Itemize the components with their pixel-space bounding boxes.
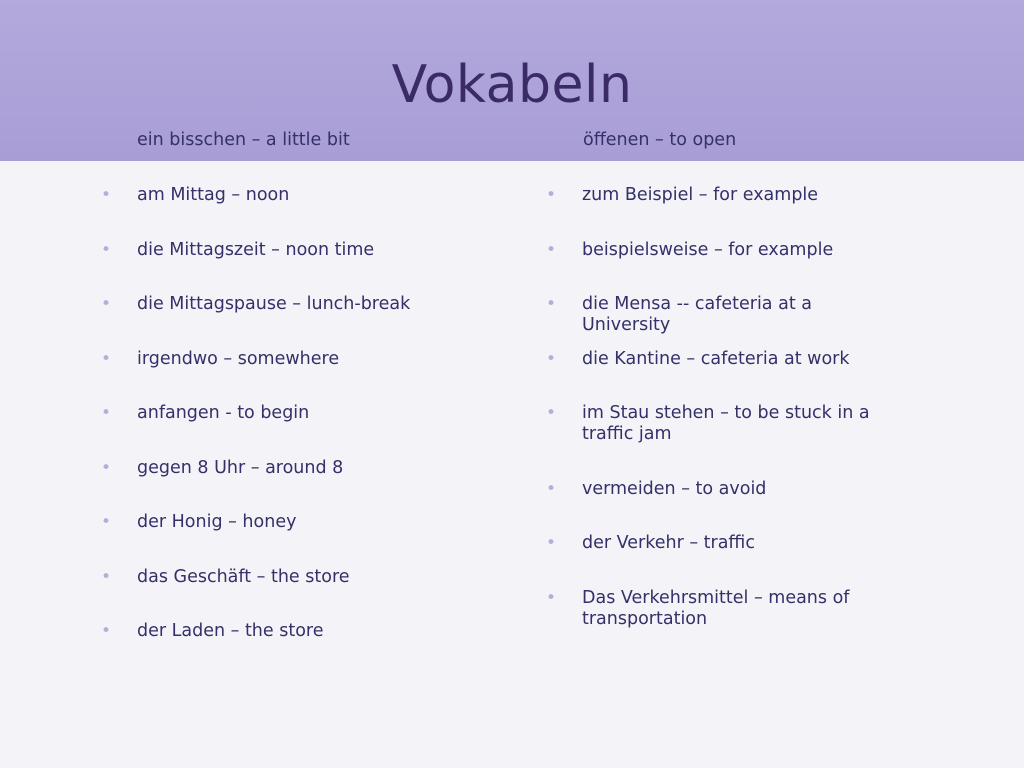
vocab-text: irgendwo – somewhere: [137, 349, 340, 369]
vocab-text: der Laden – the store: [137, 621, 324, 641]
vocab-list-left: [100, 0, 520, 768]
bullet-icon: •: [101, 403, 112, 423]
vocab-text: gegen 8 Uhr – around 8: [137, 458, 344, 478]
bullet-icon: •: [101, 185, 112, 205]
bullet-icon: •: [546, 240, 557, 260]
bullet-icon: •: [101, 294, 112, 314]
vocab-text: die Mittagszeit – noon time: [137, 240, 375, 260]
vocab-text: der Verkehr – traffic: [582, 533, 755, 553]
vocab-text: vermeiden – to avoid: [582, 479, 767, 499]
vocab-text: zum Beispiel – for example: [582, 185, 819, 205]
vocab-item: [100, 185, 520, 206]
vocab-text: die Kantine – cafeteria at work: [582, 349, 850, 369]
vocab-text: der Honig – honey: [137, 512, 297, 532]
vocab-item: [100, 567, 520, 588]
vocab-item: [545, 349, 905, 370]
vocab-item: [545, 479, 905, 500]
bullet-icon: •: [101, 621, 112, 641]
vocab-list-right: [545, 0, 905, 768]
vocab-text: am Mittag – noon: [137, 185, 290, 205]
subhead-right: öffenen – to open: [583, 130, 737, 150]
bullet-icon: •: [546, 403, 557, 423]
bullet-icon: •: [546, 185, 557, 205]
vocab-item: [545, 588, 905, 630]
vocab-item: [100, 294, 520, 315]
vocab-item: [100, 403, 520, 424]
bullet-icon: •: [101, 240, 112, 260]
vocab-text: die Mensa -- cafeteria at a University: [582, 294, 812, 335]
bullet-icon: •: [101, 458, 112, 478]
vocab-item: [100, 458, 520, 479]
vocab-text: das Geschäft – the store: [137, 567, 350, 587]
vocab-item: [100, 512, 520, 533]
vocab-text: beispielsweise – for example: [582, 240, 834, 260]
vocab-text: Das Verkehrsmittel – means of transportation: [582, 588, 850, 629]
subhead-left: ein bisschen – a little bit: [137, 130, 350, 150]
bullet-icon: •: [101, 349, 112, 369]
bullet-icon: •: [546, 294, 557, 314]
vocab-item: [545, 185, 905, 206]
slide-title: Vokabeln: [391, 55, 633, 115]
vocab-item: [545, 403, 905, 445]
vocab-item: [100, 240, 520, 261]
vocab-item: [545, 294, 905, 336]
bullet-icon: •: [101, 567, 112, 587]
bullet-icon: •: [101, 512, 112, 532]
vocab-text: die Mittagspause – lunch-break: [137, 294, 411, 314]
bullet-icon: •: [546, 588, 557, 608]
bullet-icon: •: [546, 479, 557, 499]
bullet-icon: •: [546, 349, 557, 369]
vocab-item: [100, 349, 520, 370]
bullet-icon: •: [546, 533, 557, 553]
vocab-item: [545, 533, 905, 554]
vocab-item: [545, 240, 905, 261]
vocab-text: anfangen - to begin: [137, 403, 310, 423]
vocab-item: [100, 621, 520, 642]
vocab-text: im Stau stehen – to be stuck in a traffic jam: [582, 403, 870, 444]
